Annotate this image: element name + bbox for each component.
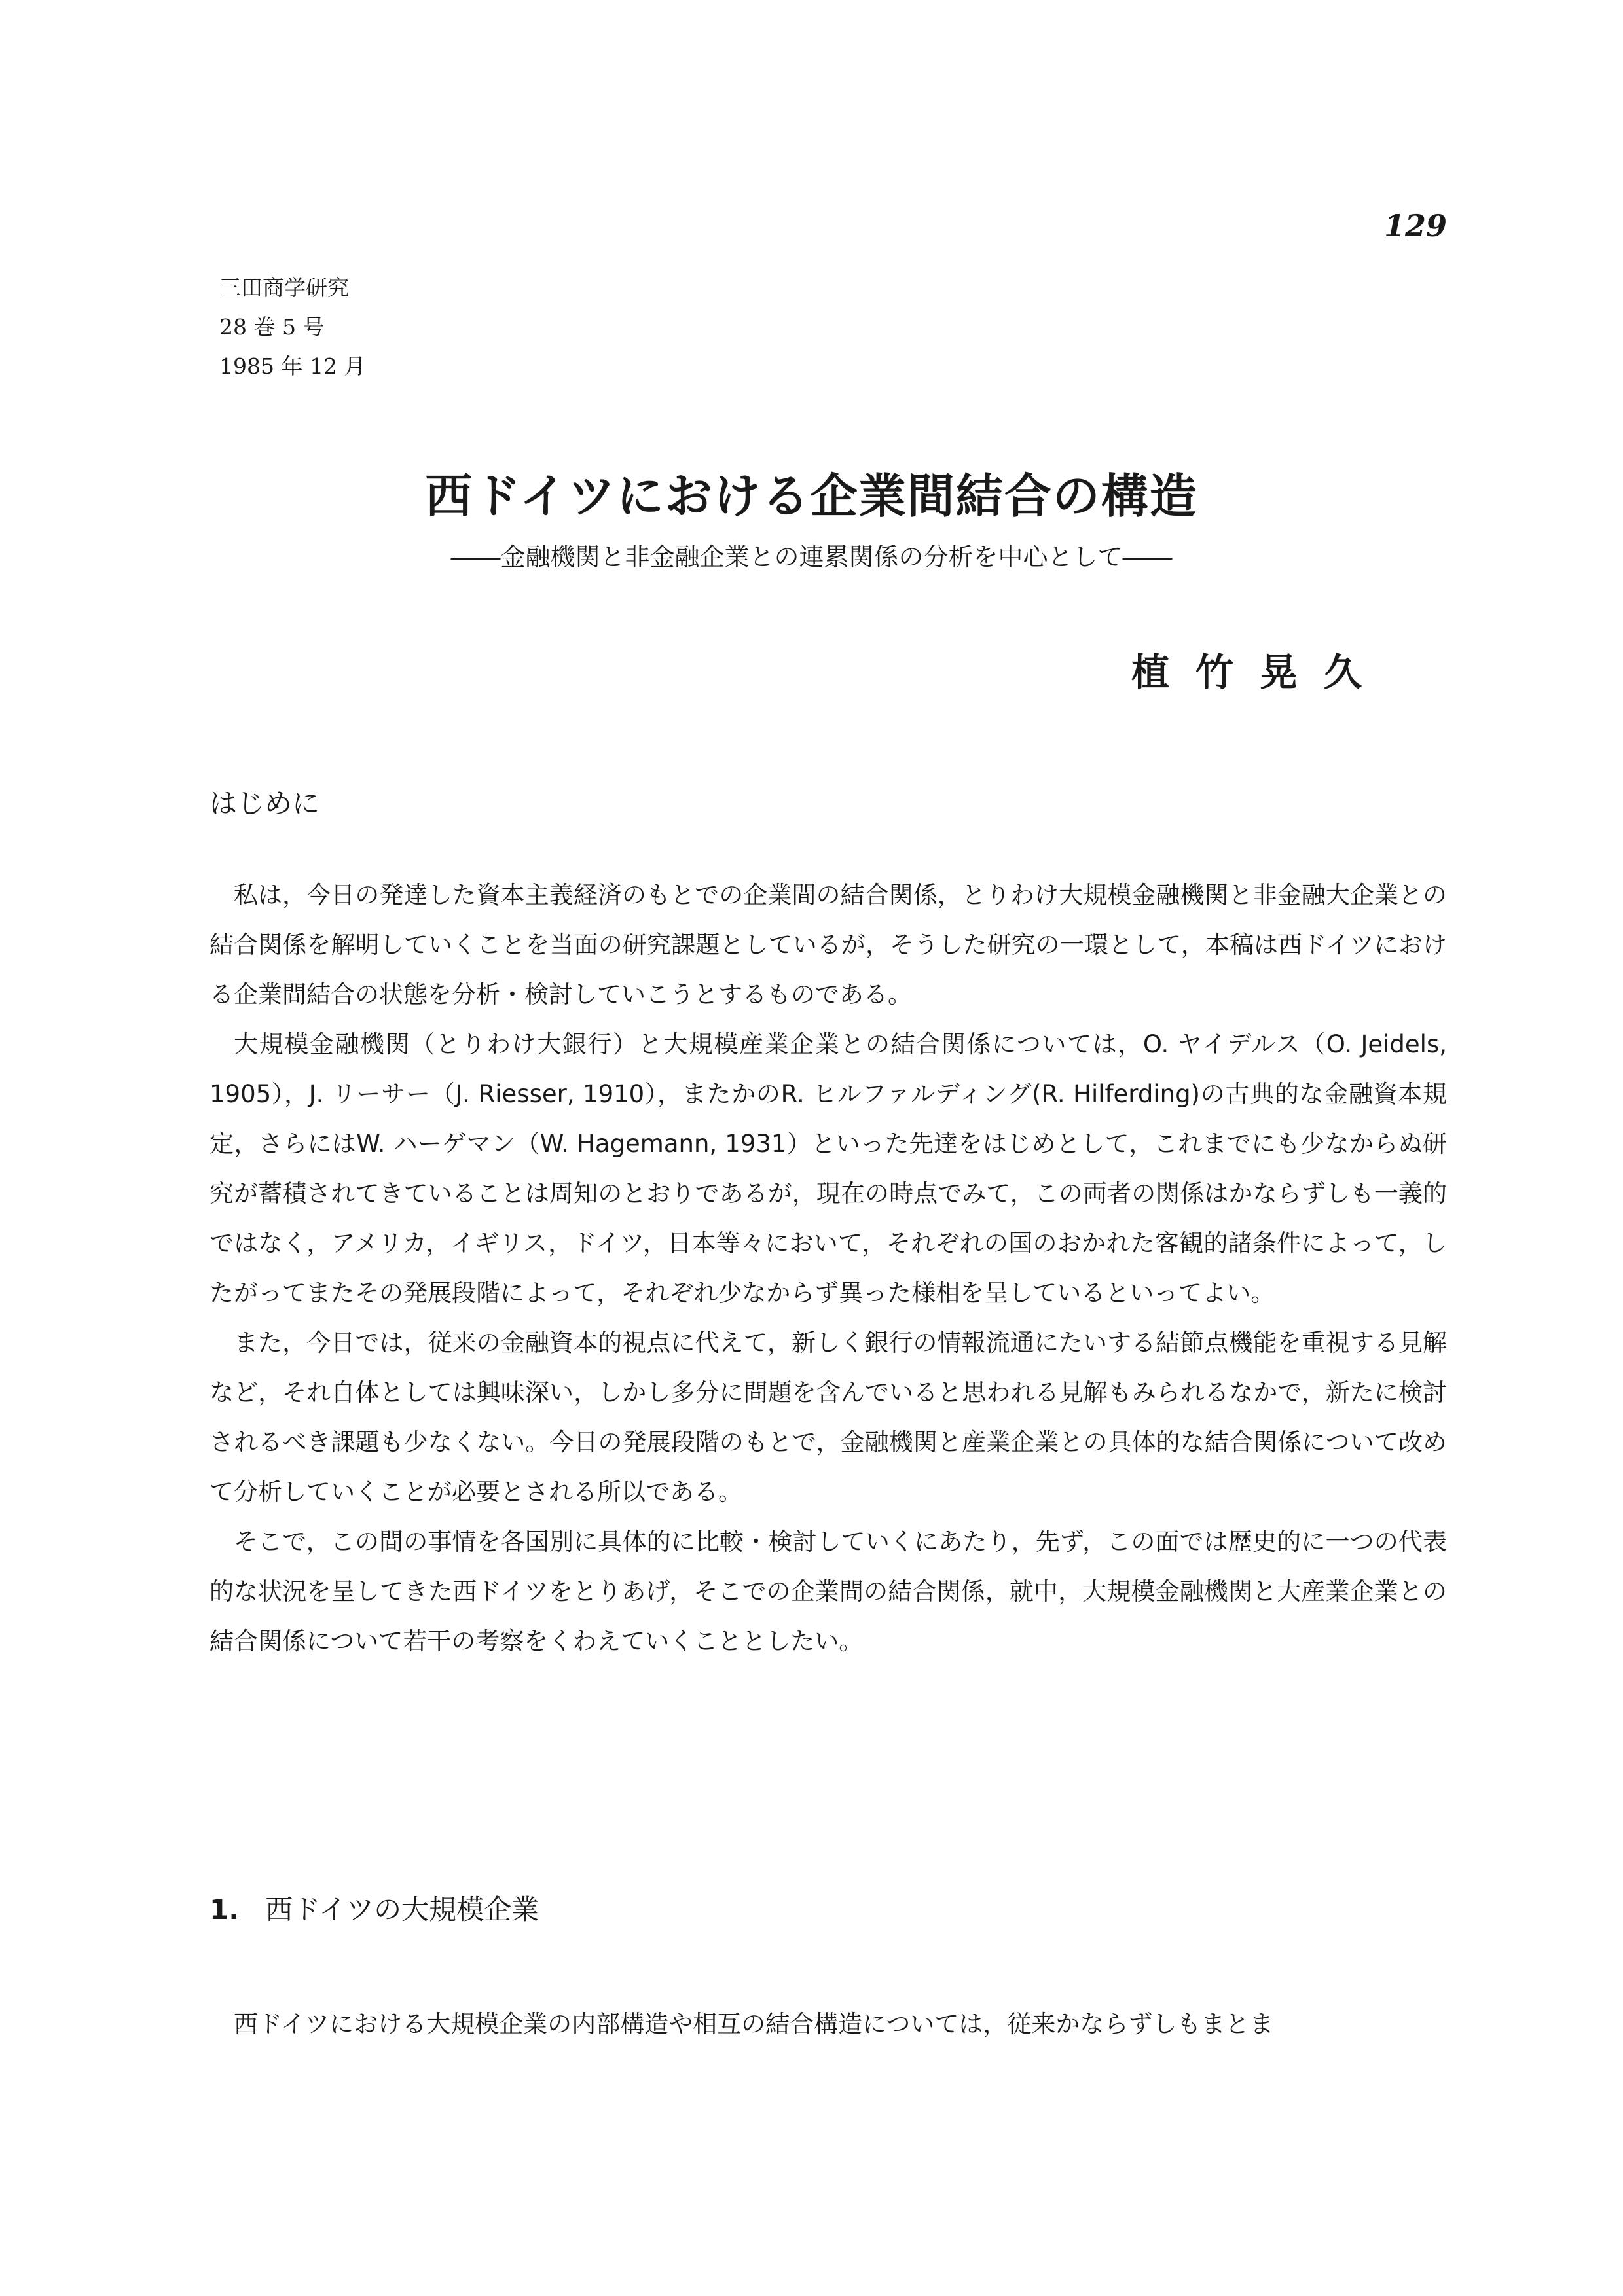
intro-paragraph-3: また，今日では，従来の金融資本的視点に代えて，新しく銀行の情報流通にたいする結節点機能を重視する見解など，それ自体としては興味深い，しかし多分に問題を含んでいると思われる見解もみられるなかで，新たに検討されるべき課題も少なくない。今日の発展段階のもとで，金融機関と産業企業との具体的な結合関係について改めて分析していくことが必要とされる所以である。 [210, 1329, 1447, 1506]
journal-info [219, 268, 365, 386]
section-1-number: 1. [210, 1893, 240, 1926]
author-name: 植竹晃久 [1131, 650, 1388, 694]
journal-volume: 28 巻 5 号 [219, 314, 325, 340]
intro-paragraph-4: そこで，この間の事情を各国別に具体的に比較・検討していくにあたり，先ず，この面では歴史的に一つの代表的な状況を呈してきた西ドイツをとりあげ，そこでの企業間の結合関係，就中，大規模金融機関と大産業企業との結合関係について若干の考察をくわえていくこととしたい。 [210, 1528, 1447, 1655]
paper-title: 西ドイツにおける企業間結合の構造 [425, 468, 1198, 524]
journal-date: 1985 年 12 月 [219, 353, 366, 379]
section-1-heading [210, 1888, 539, 1928]
section-1-body [210, 2000, 1447, 2049]
journal-name: 三田商学研究 [219, 275, 349, 300]
intro-paragraph-1: 私は，今日の発達した資本主義経済のもとでの企業間の結合関係，とりわけ大規模金融機関と非金融大企業との結合関係を解明していくことを当面の研究課題としているが，そうした研究の一環として，本稿は西ドイツにおける企業間結合の状態を分析・検討していこうとするものである。 [210, 881, 1447, 1009]
section-1-paragraph-1: 西ドイツにおける大規模企業の内部構造や相互の結合構造については，従来かならずしもまとま [234, 2010, 1274, 2038]
intro-body [210, 870, 1447, 1666]
intro-heading: はじめに [210, 787, 320, 819]
page-number: 129 [1383, 208, 1447, 243]
paper-subtitle: ――金融機関と非金融企業との連累関係の分析を中心として―― [450, 543, 1173, 571]
section-1-title: 西ドイツの大規模企業 [265, 1893, 539, 1926]
intro-paragraph-2: 大規模金融機関（とりわけ大銀行）と大規模産業企業との結合関係については，O. ヤイデルス（O. Jeidels, 1905），J. リーサー（J. Riesser, 1910），またかのR. ヒルファルディング(R. Hilferding)の古典的な金融資本規定，さらにはW. ハーゲマン（W. Hagemann, 1931）といった先達をはじめとして，これまでにも少なからぬ研究が蓄積されてきていることは周知のとおりであるが，現在の時点でみて，この両者の関係はかならずしも一義的ではなく，アメリカ，イギリス，ドイツ，日本等々において，それぞれの国のおかれた客観的諸条件によって，したがってまたその発展段階によって，それぞれ少なからず異った様相を呈しているといってよい。 [210, 1030, 1447, 1307]
